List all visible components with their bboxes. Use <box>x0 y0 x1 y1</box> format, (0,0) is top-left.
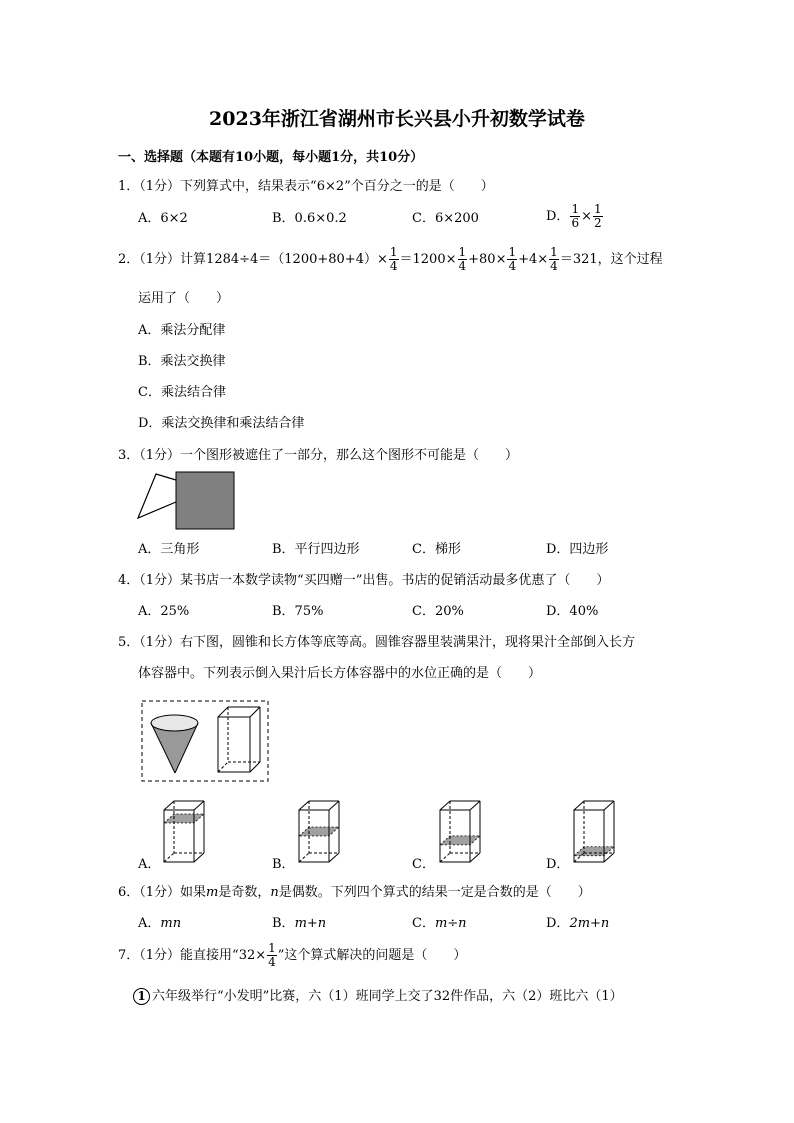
q5-cone-and-cuboid-figure <box>140 699 270 783</box>
q3-option-a: A．三角形 <box>138 542 200 557</box>
q4-option-a: A．25% <box>138 604 190 619</box>
cuboid-edge <box>604 801 614 810</box>
cuboid-edge <box>194 801 204 810</box>
cuboid-edge <box>470 801 480 810</box>
q1-option-d: D． $\frac{1}{6}$ × $\frac{1}{2}$ <box>546 202 602 230</box>
q2-option-b: B．乘法交换律 <box>138 354 226 369</box>
water-surface <box>299 827 339 836</box>
page-title: 2023年浙江省湖州市长兴县小升初数学试卷 <box>209 108 585 130</box>
q4-option-d: D．40% <box>546 604 599 619</box>
circled-number-1: 1 <box>133 988 150 1005</box>
water-surface <box>440 836 480 845</box>
q2-option-a: A．乘法分配律 <box>138 323 226 338</box>
q5-option-b: B． <box>272 857 295 872</box>
q5-option-d-cuboid <box>570 798 620 866</box>
q3-gray-square <box>176 472 234 529</box>
section-heading: 一、选择题（本题有10小题，每小题1分，共10分） <box>118 150 424 165</box>
question-3-stem: 3．（1分）一个图形被遮住了一部分，那么这个图形不可能是（ ） <box>118 448 519 463</box>
cuboid-edge <box>329 853 339 862</box>
question-2-stem: 2．（1分）计算1284÷4＝（1200+80+4）× $\frac{1}{4}$ ＝1200× $\frac{1}{4}$ +80× $\frac{1}{4}$ +4× $\frac{1}{4}$ ＝321，这个过程 <box>118 245 663 273</box>
q5-option-d: D． <box>546 857 570 872</box>
cuboid-edge <box>574 801 584 810</box>
q1-option-a: A．6×2 <box>138 211 188 226</box>
q4-option-c: C．20% <box>412 604 464 619</box>
q3-option-d: D．四边形 <box>546 542 609 557</box>
q7-option-1: 1 六年级举行“小发明”比赛，六（1）班同学上交了32件作品，六（2）班比六（1） <box>133 988 623 1006</box>
question-5-line2: 体容器中。下列表示倒入果汁后长方体容器中的水位正确的是（ ） <box>138 666 542 681</box>
question-1-stem: 1．（1分）下列算式中，结果表示“6×2”个百分之一的是（ ） <box>118 179 494 194</box>
cuboid-edge <box>164 801 174 810</box>
q6-option-c: C．m÷n <box>412 916 467 931</box>
cuboid-edge <box>440 801 450 810</box>
q5-option-c: C． <box>412 857 435 872</box>
q6-option-a: A．mn <box>138 916 182 931</box>
q5-option-a-cuboid <box>160 798 210 866</box>
question-6-stem: 6．（1分）如果m是奇数，n是偶数。下列四个算式的结果一定是合数的是（ ） <box>118 885 591 900</box>
question-5-line1: 5．（1分）右下图，圆锥和长方体等底等高。圆锥容器里装满果汁，现将果汁全部倒入长方 <box>118 635 636 650</box>
cuboid-icon <box>218 707 260 772</box>
cuboid-hidden-edge <box>164 853 174 862</box>
q4-option-b: B．75% <box>272 604 324 619</box>
question-2-line2: 运用了（ ） <box>138 291 230 306</box>
cuboid-edge <box>470 853 480 862</box>
q5-option-a: A． <box>138 857 161 872</box>
q3-figure <box>134 468 244 534</box>
q2-option-d: D．乘法交换律和乘法结合律 <box>138 416 305 431</box>
question-7-stem: 7．（1分）能直接用“32× $\frac{1}{4}$ ”这个算式解决的问题是（ ） <box>118 941 467 969</box>
water-surface <box>574 847 614 856</box>
cuboid-edge <box>299 801 309 810</box>
q1-option-c: C．6×200 <box>412 211 479 226</box>
question-4-stem: 4．（1分）某书店一本数学读物“买四赠一”出售。书店的促销活动最多优惠了（ ） <box>118 573 610 588</box>
water-surface <box>164 814 204 823</box>
q5-option-b-cuboid <box>295 798 345 866</box>
cone-icon <box>151 715 198 773</box>
cuboid-edge <box>329 801 339 810</box>
cuboid-hidden-edge <box>299 853 309 862</box>
q6-option-d: D．2m+n <box>546 916 610 931</box>
q3-triangle-edges <box>138 474 176 518</box>
cuboid-hidden-edge <box>440 853 450 862</box>
q3-option-b: B．平行四边形 <box>272 542 360 557</box>
q1-option-b: B．0.6×0.2 <box>272 211 347 226</box>
q3-option-c: C．梯形 <box>412 542 461 557</box>
q5-option-c-cuboid <box>436 798 486 866</box>
cuboid-edge <box>194 853 204 862</box>
q2-option-c: C．乘法结合律 <box>138 385 226 400</box>
q6-option-b: B．m+n <box>272 916 327 931</box>
